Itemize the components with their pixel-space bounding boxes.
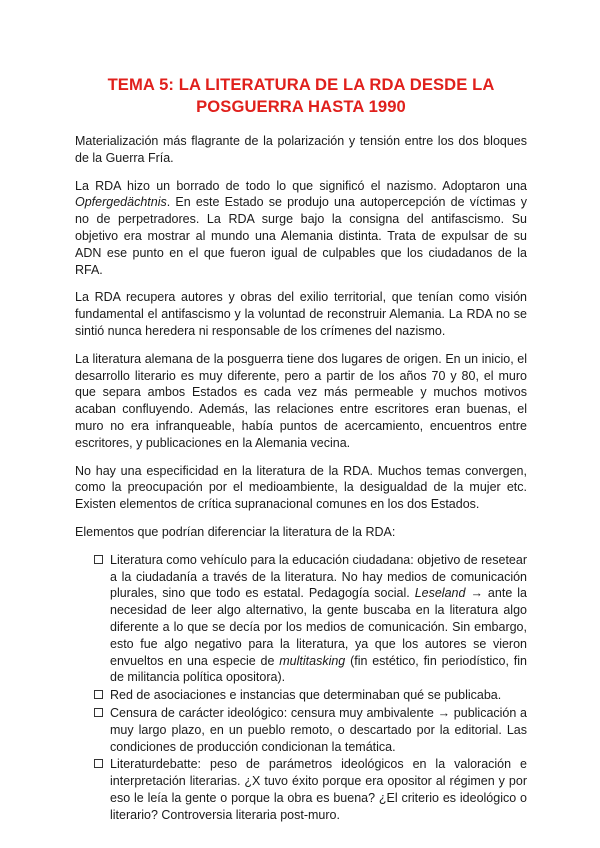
checkbox-icon [94, 708, 103, 717]
term-opfergedachtnis: Opfergedächtnis [75, 195, 167, 210]
list-item [94, 705, 527, 755]
checkbox-icon [94, 759, 103, 768]
paragraph-exilio: La RDA recupera autores y obras del exilio territorial, que tenían como visión fundamental el antifascismo y la voluntad de reconstruir Alemania. La RDA no se sintió nunca heredera ni responsable de los crímenes del nazismo. [75, 290, 527, 338]
paragraph-borrado [75, 178, 527, 279]
list-item-text: Literaturdebatte: peso de parámetros ideológicos en la valoración e interpretación literarias. ¿X tuvo éxito porque era opositor al régimen y por eso le leía la gente o porque la obra es buena? ¿El criterio es ideológico o literario? Controversia literaria post-muro. [110, 757, 527, 822]
list-item [94, 756, 527, 823]
checkbox-icon [94, 555, 103, 564]
elements-list [75, 552, 527, 824]
list-item [94, 687, 527, 704]
paragraph-especificidad: No hay una especificidad en la literatura de la RDA. Muchos temas convergen, como la preocupación por el medioambiente, la desigualdad de la mujer etc. Existen elementos de crítica supranacional comunes en los dos Estados. [75, 463, 527, 512]
paragraph-borrado-text-a: La RDA hizo un borrado de todo lo que significó el nazismo. Adoptaron una [75, 178, 527, 193]
list-item-text-c: (fin estético, fin periodístico, fin de militancia política opositora). [110, 653, 527, 685]
document-title: TEMA 5: LA LITERATURA DE LA RDA DESDE LA POSGUERRA HASTA 1990 [107, 75, 495, 116]
list-item-text-a: Literatura como vehículo para la educación ciudadana: objetivo de resetear a la ciudadanía a través de la literatura. No hay medios de comunicación plurales, sino que todo es estatal. Pedagogía social. [110, 552, 527, 601]
term-leseland: Leseland [414, 586, 466, 601]
paragraph-intro: Materialización más flagrante de la polarización y tensión entre los dos bloques de la Guerra Fría. [75, 134, 527, 165]
checkbox-icon [94, 690, 103, 699]
list-item-text-b: → ante la necesidad de leer algo alternativo, la gente buscaba en la literatura algo diferente a lo que se decía por los medios de comunicación. Sin embargo, esto fue algo negativo para la literatura, ya que los autores se vieron envueltos en una especie de [110, 586, 527, 668]
list-item-text: Censura de carácter ideológico: censura muy ambivalente → publicación a muy largo plazo, en un pueblo remoto, o descartado por la editorial. Las condiciones de producción condicionan la temática. [110, 705, 527, 754]
paragraph-elementos-intro: Elementos que podrían diferenciar la literatura de la RDA: [75, 524, 396, 539]
list-item-text: Red de asociaciones e instancias que determinaban qué se publicaba. [110, 688, 502, 703]
list-item [94, 552, 527, 686]
document-page [75, 74, 527, 824]
term-multitasking: multitasking [279, 653, 346, 668]
paragraph-origen: La literatura alemana de la posguerra tiene dos lugares de origen. En un inicio, el desarrollo literario es muy diferente, pero a partir de los años 70 y 80, el muro que separa ambos Estados es cada vez más permeable y muchos motivos acaban confluyendo. Además, las relaciones entre escritores eran buenas, el muro no era infranqueable, había puntos de acercamiento, encuentros entre escritores, y publicaciones en la Alemania vecina. [75, 351, 527, 450]
paragraph-borrado-text-b: . En este Estado se produjo una autopercepción de víctimas y no de perpetradores. La RDA surge bajo la consigna del antifascismo. Su objetivo era mostrar al mundo una Alemania distinta. Trata de expulsar de su ADN ese punto en el que fueron igual de culpables que los ciudadanos de la RFA. [75, 195, 527, 277]
